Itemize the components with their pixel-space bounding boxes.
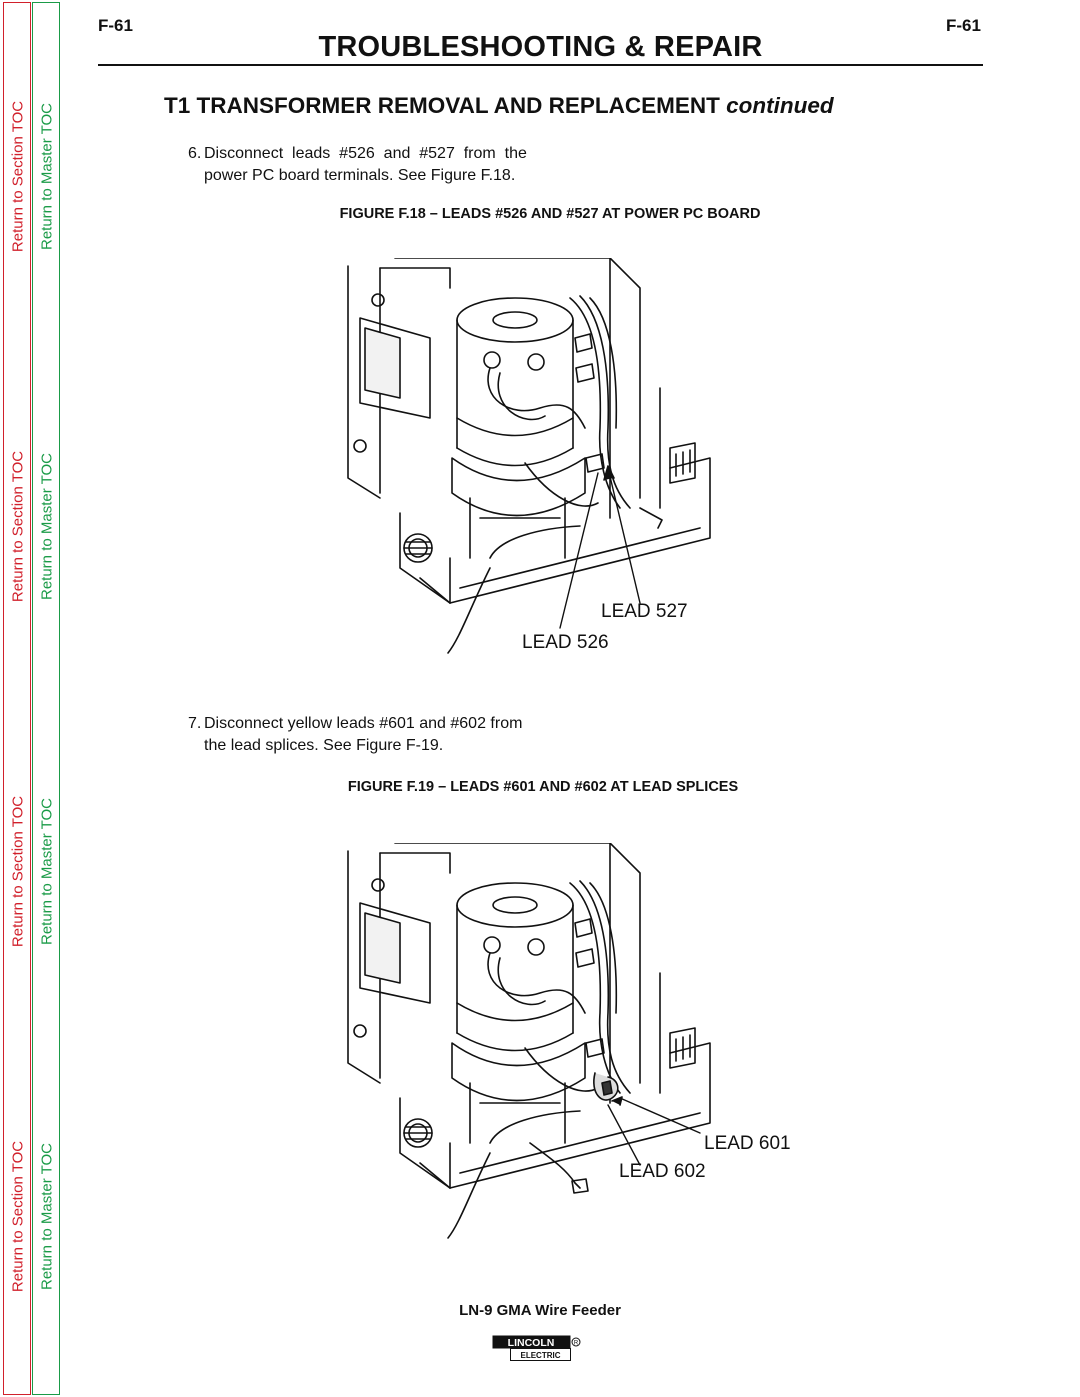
section-toc-link[interactable]: Return to Section TOC	[9, 1140, 27, 1293]
section-title	[164, 93, 834, 119]
master-toc-link[interactable]: Return to Master TOC	[38, 798, 56, 945]
figure-f18-illustration	[340, 258, 730, 658]
master-toc-link[interactable]: Return to Master TOC	[38, 1143, 56, 1290]
label-lead-527: LEAD 527	[601, 601, 688, 622]
header-divider	[98, 64, 983, 66]
lincoln-electric-logo	[492, 1335, 582, 1363]
figure-f19-illustration	[340, 843, 730, 1243]
section-title-main: T1 TRANSFORMER REMOVAL AND REPLACEMENT	[164, 93, 727, 118]
section-toc-link[interactable]: Return to Section TOC	[9, 795, 27, 948]
figure-caption: FIGURE F.18 – LEADS #526 AND #527 AT POWER PC BOARD	[339, 206, 761, 222]
section-toc-bar	[3, 2, 31, 1395]
master-toc-link[interactable]: Return to Master TOC	[38, 103, 56, 250]
label-lead-602: LEAD 602	[619, 1161, 706, 1182]
logo-text-top: LINCOLN	[507, 1337, 555, 1349]
figure-caption: FIGURE F.19 – LEADS #601 AND #602 AT LEAD SPLICES	[347, 779, 739, 795]
section-toc-link[interactable]: Return to Section TOC	[9, 100, 27, 253]
step-text-line: Disconnect yellow leads #601 and #602 from	[204, 715, 523, 732]
footer-model-name: LN-9 GMA Wire Feeder	[459, 1302, 621, 1319]
page-title: TROUBLESHOOTING & REPAIR	[318, 31, 763, 63]
section-toc-link[interactable]: Return to Section TOC	[9, 450, 27, 603]
step-text-line: the lead splices. See Figure F-19.	[204, 737, 444, 754]
section-title-continued: continued	[726, 93, 834, 118]
step-number: 6.	[188, 145, 202, 162]
step-text-line: Disconnect leads #526 and #527 from the	[204, 145, 527, 162]
step-text-line: power PC board terminals. See Figure F.18.	[204, 167, 516, 184]
label-lead-601: LEAD 601	[704, 1133, 791, 1154]
step-7	[188, 714, 588, 758]
label-lead-526: LEAD 526	[522, 632, 609, 653]
logo-text-bottom: ELECTRIC	[520, 1351, 561, 1360]
master-toc-link[interactable]: Return to Master TOC	[38, 453, 56, 600]
svg-text:R: R	[573, 1340, 579, 1347]
master-toc-bar	[32, 2, 60, 1395]
page-number-right: F-61	[946, 16, 981, 35]
step-6	[188, 144, 588, 188]
page-number-left: F-61	[98, 16, 133, 35]
step-number: 7.	[188, 715, 202, 732]
